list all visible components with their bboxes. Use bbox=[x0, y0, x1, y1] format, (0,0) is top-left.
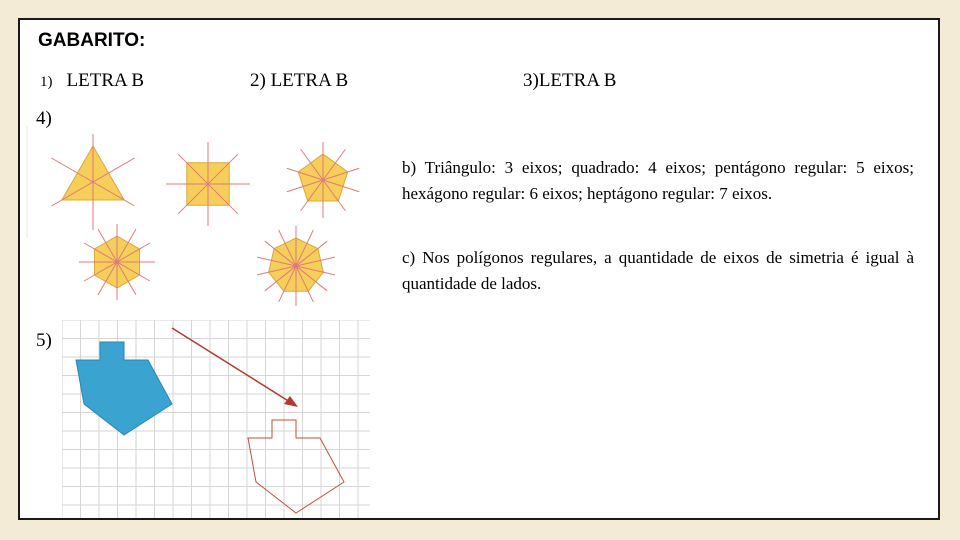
answer-4-label: 4) bbox=[36, 108, 52, 129]
square-figure bbox=[166, 142, 250, 226]
answer-3: 3)LETRA B bbox=[523, 70, 617, 91]
pentagon-figure bbox=[287, 142, 359, 218]
page-title: GABARITO: bbox=[38, 30, 146, 51]
answer-4c-text: c) Nos polígonos regulares, a quantidade de eixos de simetria é igual à quantidade de lados. bbox=[402, 248, 914, 293]
grid-translation-figure bbox=[62, 320, 370, 518]
answer-2: 2) LETRA B bbox=[250, 70, 349, 91]
translation-arrowhead bbox=[284, 396, 298, 407]
answer-1-number: 1) bbox=[40, 74, 53, 90]
translation-arrow bbox=[172, 328, 290, 402]
answer-5-label: 5) bbox=[36, 330, 52, 351]
translated-shape bbox=[248, 420, 344, 513]
hexagon-figure bbox=[79, 224, 155, 300]
triangle-figure bbox=[27, 126, 135, 238]
answer-1-text: LETRA B bbox=[66, 70, 145, 91]
original-shape bbox=[76, 342, 172, 435]
heptagon-figure bbox=[257, 226, 335, 306]
answer-4b-text: b) Triângulo: 3 eixos; quadrado: 4 eixos; pentágono regular: 5 eixos; hexágono regular: 6 eixos; heptágono regular: 7 eixos. bbox=[402, 158, 914, 203]
